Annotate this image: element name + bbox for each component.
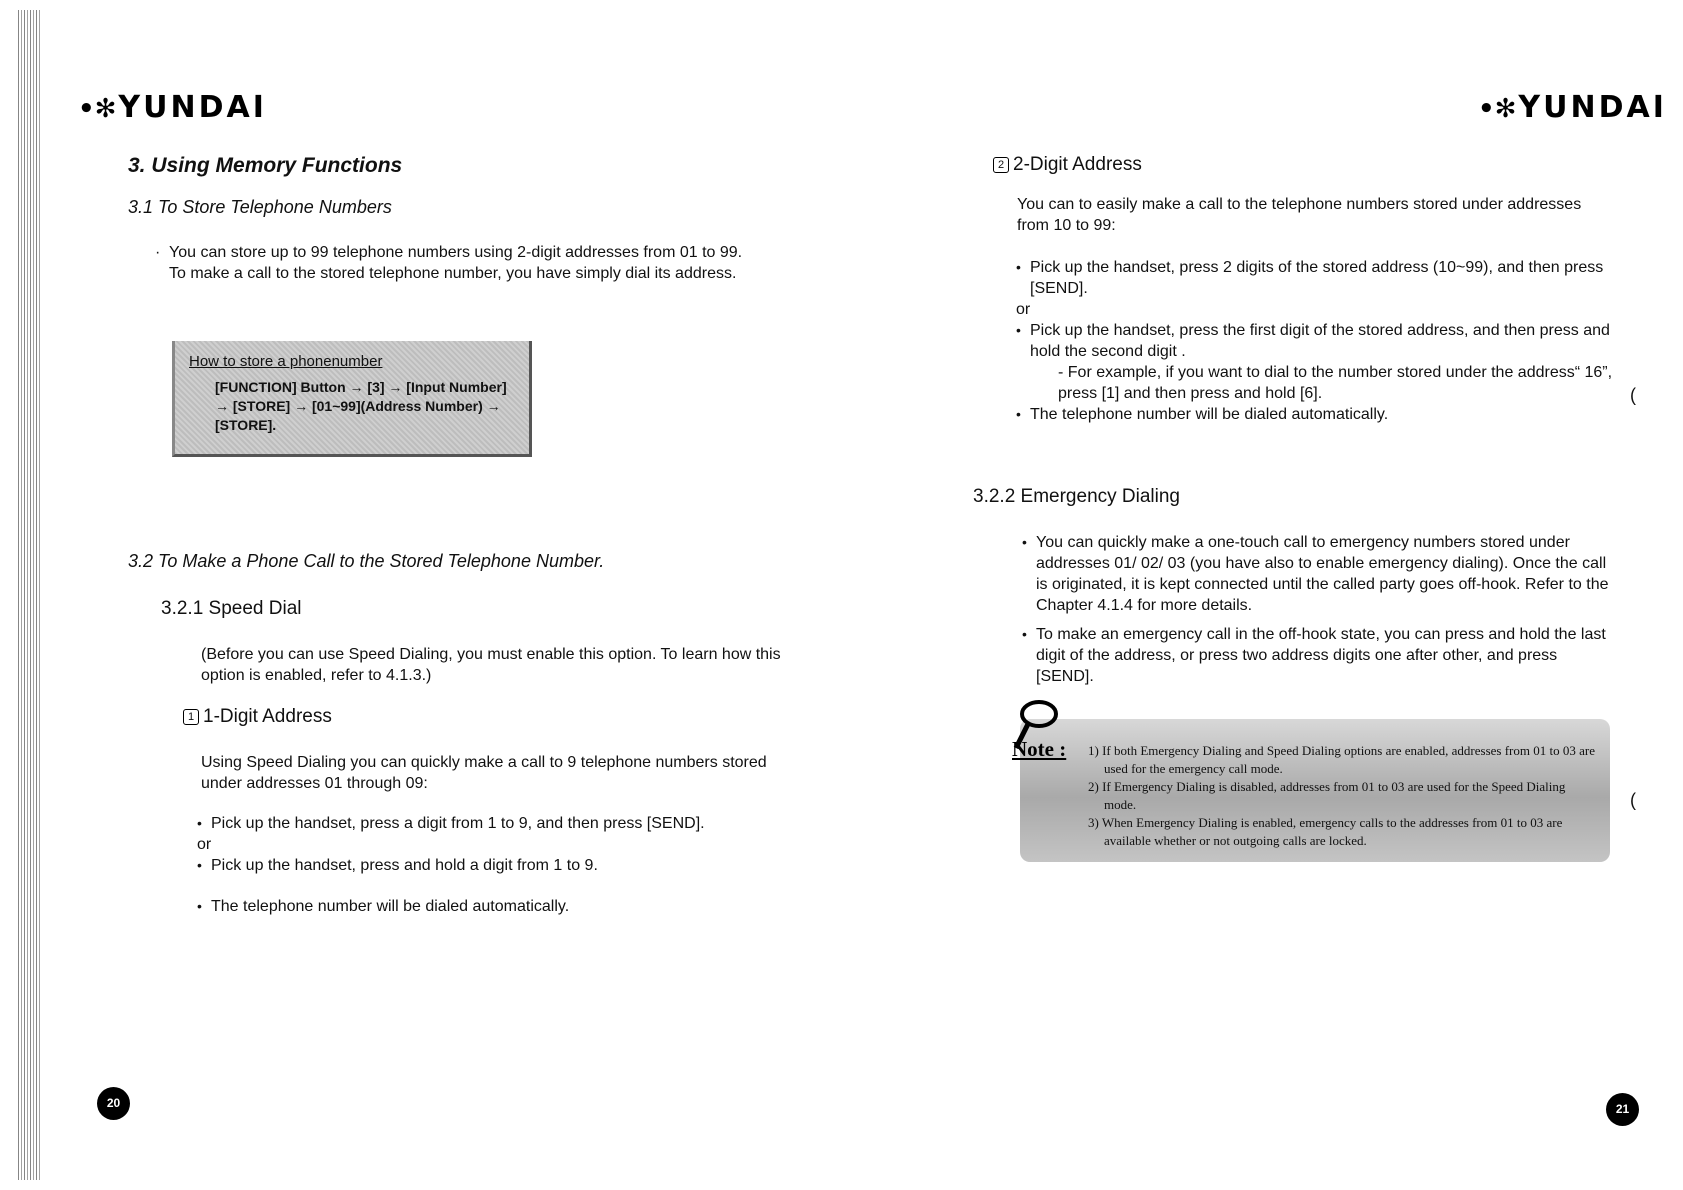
margin-mark: ( xyxy=(1630,790,1636,810)
note-items xyxy=(1088,742,1598,850)
list-item: • Pick up the handset, press a digit from 1 to 9, and then press [SEND]. xyxy=(197,813,817,834)
number-2-icon: 2 xyxy=(993,157,1009,173)
subsection-3-2-title: 3.2 To Make a Phone Call to the Stored Telephone Number. xyxy=(128,551,605,571)
dial-address-line: To make a call to the stored telephone number, you have simply dial its address. xyxy=(169,265,737,282)
or-text: or xyxy=(197,836,212,853)
page-number-left: 20 xyxy=(97,1087,130,1120)
two-digit-address-title: 2 2-Digit Address xyxy=(993,154,1142,176)
one-digit-steps xyxy=(197,813,817,917)
note-label: Note : xyxy=(1012,737,1067,761)
two-digit-intro: You can to easily make a call to the telephone numbers stored under addresses from 10 to 99: xyxy=(1017,196,1582,234)
how-to-store-title: How to store a phonenumber xyxy=(189,353,383,370)
how-to-store-box xyxy=(172,341,532,457)
speed-dial-note: (Before you can use Speed Dialing, you must enable this option. To learn how this option is enabled, refer to 4.1.3.) xyxy=(201,646,781,684)
margin-mark: ( xyxy=(1630,385,1636,405)
how-to-store-steps: [FUNCTION] Button → [3] → [Input Number] → [STORE] → [01~99](Address Number) → [STORE]. xyxy=(215,379,507,433)
one-digit-address-title: 1 1-Digit Address xyxy=(183,706,332,728)
two-digit-steps xyxy=(1016,257,1616,425)
subsection-3-1-title: 3.1 To Store Telephone Numbers xyxy=(128,197,392,217)
binding-edge xyxy=(18,10,40,1180)
hyundai-emblem-icon: •✻ xyxy=(1478,94,1517,124)
section-title: 3. Using Memory Functions xyxy=(128,154,403,177)
note-item: 2) If Emergency Dialing is disabled, addresses from 01 to 03 are used for the Speed Dialing mode. xyxy=(1088,779,1566,812)
number-1-icon: 1 xyxy=(183,709,199,725)
hyundai-logo-right: •✻YUNDAI xyxy=(1478,90,1667,125)
list-item: • The telephone number will be dialed automatically. xyxy=(1016,404,1616,425)
dial-example: - For example, if you want to dial to the number stored under the address“ 16”, press [1] and then press and hold [6]. xyxy=(1058,364,1613,402)
list-item: • You can quickly make a one-touch call to emergency numbers stored under addresses 01/ 02/ 03 (you have also to enable emergency dialing). Once the call is originated, it is kept connected until the called party goes off-hook. Refer to the Chapter 4.1.4 for more details. xyxy=(1022,532,1614,616)
list-item: • Pick up the handset, press and hold a digit from 1 to 9. xyxy=(197,855,817,876)
emergency-dialing-title: 3.2.2 Emergency Dialing xyxy=(973,486,1180,507)
note-item: 3) When Emergency Dialing is enabled, emergency calls to the addresses from 01 to 03 are available whether or not outgoing calls are locked. xyxy=(1088,815,1563,848)
hyundai-emblem-icon: •✻ xyxy=(78,94,117,124)
list-item: • The telephone number will be dialed automatically. xyxy=(197,896,817,917)
emergency-dialing-text xyxy=(1022,532,1614,687)
list-item: • To make an emergency call in the off-hook state, you can press and hold the last digit of the address, or press two address digits one after other, and press [SEND]. xyxy=(1022,624,1614,687)
subsection-3-1-text xyxy=(155,242,775,284)
note-item: 1) If both Emergency Dialing and Speed Dialing options are enabled, addresses from 01 to 03 are used for the emergency call mode. xyxy=(1088,743,1595,776)
hyundai-logo-left: •✻YUNDAI xyxy=(78,90,267,125)
speed-dial-title: 3.2.1 Speed Dial xyxy=(161,598,302,619)
store-capacity-line: · You can store up to 99 telephone numbers using 2-digit addresses from 01 to 99. xyxy=(155,242,775,263)
one-digit-intro: Using Speed Dialing you can quickly make a call to 9 telephone numbers stored under addresses 01 through 09: xyxy=(201,754,767,792)
list-item: • Pick up the handset, press the first digit of the stored address, and then press and hold the second digit . xyxy=(1016,320,1616,362)
or-text: or xyxy=(1016,301,1031,318)
page-number-right: 21 xyxy=(1606,1093,1639,1126)
list-item: • Pick up the handset, press 2 digits of the stored address (10~99), and then press [SEND]. xyxy=(1016,257,1616,299)
